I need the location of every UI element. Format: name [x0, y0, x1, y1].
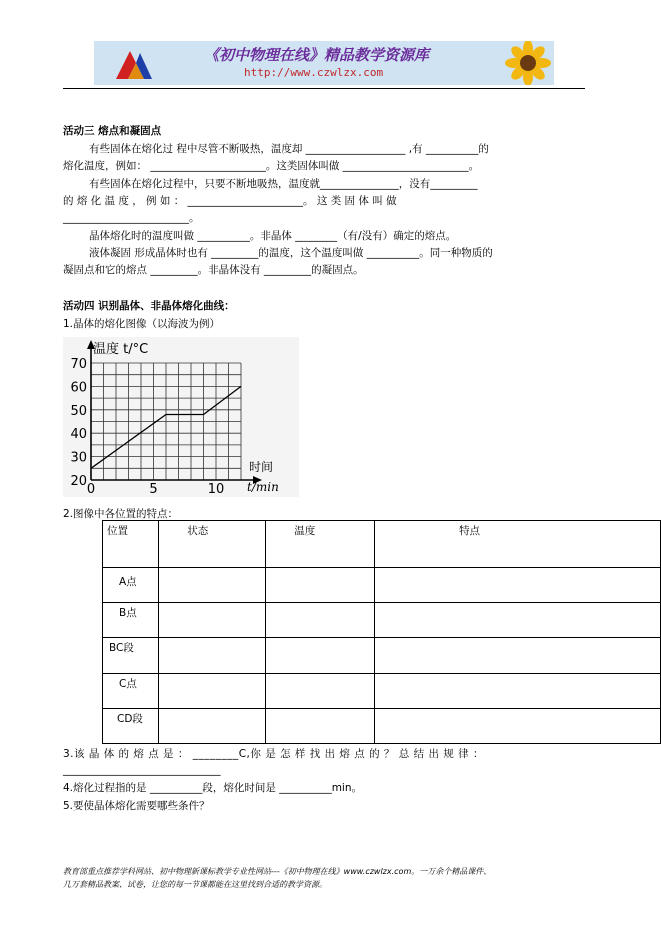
- banner-url[interactable]: http://www.czwlzx.com: [244, 66, 384, 79]
- logo-icon: [114, 47, 154, 81]
- banner-title: 《初中物理在线》精品教学资源库: [204, 46, 430, 64]
- question-3-blank[interactable]: ______________________________: [63, 764, 221, 776]
- footer-line: 教育部重点推荐学科网站、初中物理新课标教学专业性网站---《初中物理在线》www.czwlzx.com。一万余个精品课件、: [63, 867, 492, 876]
- activity3-heading: 活动三 熔点和凝固点: [63, 125, 162, 137]
- table-cell[interactable]: [266, 568, 375, 603]
- chart-x-label: t/min: [247, 480, 279, 494]
- table-header: 位置: [103, 521, 159, 568]
- activity4-heading: 活动四 识别晶体、非晶体熔化曲线：: [63, 300, 235, 312]
- y-tick-label: 40: [70, 427, 87, 443]
- y-tick-label: 70: [70, 357, 87, 372]
- table-cell-position: A点: [103, 568, 159, 603]
- table-cell[interactable]: [375, 674, 661, 709]
- activity3-line: 有些固体在熔化过程中，只要不断地吸热，温度就_______________，没有_________: [89, 178, 478, 190]
- table-cell-position: BC段: [103, 638, 159, 674]
- y-tick-label: 30: [70, 450, 87, 466]
- footer-line: 几万套精品教案、试卷，让您的每一节课都能在这里找到合适的教学资源。: [63, 880, 327, 889]
- table-cell[interactable]: [375, 568, 661, 603]
- table-header-row: [103, 521, 661, 568]
- table-cell-position: C点: [103, 674, 159, 709]
- activity3-line: 熔化温度，例如： ______________________。这类固体叫做 ________________________。: [63, 160, 480, 172]
- table-cell[interactable]: [375, 638, 661, 674]
- activity3-line: 的 熔 化 温 度 ， 例 如 ： ______________________。 这 类 固 体 叫 做: [63, 195, 397, 207]
- x-tick-label: 0: [86, 482, 96, 497]
- y-tick-label: 50: [70, 403, 87, 419]
- table-cell[interactable]: [266, 674, 375, 709]
- sunflower-icon: [502, 41, 554, 85]
- table-cell[interactable]: [159, 568, 266, 603]
- feature-table: [102, 520, 661, 744]
- table-row: [103, 638, 661, 674]
- question-5: 5.要使晶体熔化需要哪些条件？: [63, 800, 210, 812]
- activity3-line: ________________________。: [63, 212, 200, 224]
- table-cell[interactable]: [159, 674, 266, 709]
- table-cell[interactable]: [266, 603, 375, 638]
- table-cell[interactable]: [375, 709, 661, 744]
- y-tick-label: 20: [70, 474, 87, 489]
- table-cell[interactable]: [159, 603, 266, 638]
- question-3: 3.该 晶 体 的 熔 点 是 ： ________C,你 是 怎 样 找 出 熔 点 的 ？ 总 结 出 规 律 ：: [63, 748, 484, 760]
- table-cell[interactable]: [266, 638, 375, 674]
- x-tick-label: 5: [149, 482, 158, 497]
- activity3-line: 有些固体在熔化过 程中尽管不断吸热，温度却 ___________________ ,有 __________的: [89, 143, 489, 155]
- table-row: [103, 568, 661, 603]
- table-cell[interactable]: [159, 709, 266, 744]
- table-cell-position: CD段: [103, 709, 159, 744]
- table-cell[interactable]: [159, 638, 266, 674]
- x-tick-label: 10: [207, 482, 225, 497]
- y-tick-label: 60: [70, 380, 87, 396]
- melting-curve-chart: [63, 337, 299, 497]
- activity3-line: 液体凝固 形成晶体时也有 _________的温度，这个温度叫做 __________。同一种物质的: [89, 247, 493, 259]
- chart-y-label: 温度 t/°C: [93, 342, 149, 357]
- table-row: [103, 603, 661, 638]
- table-header: 温度: [266, 521, 375, 568]
- table-header: 状态: [159, 521, 266, 568]
- header-banner: [94, 41, 554, 85]
- question-2: 2.图像中各位置的特点：: [63, 508, 179, 520]
- chart-x-label-top: 时间: [249, 460, 274, 474]
- question-1: 1.晶体的熔化图像（以海波为例）: [63, 318, 221, 330]
- table-cell[interactable]: [266, 709, 375, 744]
- table-row: [103, 674, 661, 709]
- activity3-line: 晶体熔化时的温度叫做 __________。非晶体 ________（有/没有）确定的熔点。: [89, 230, 457, 242]
- table-cell-position: B点: [103, 603, 159, 638]
- table-header: 特点: [375, 521, 661, 568]
- table-row: [103, 709, 661, 744]
- question-4: 4.熔化过程指的是 __________段，熔化时间是 __________min。: [63, 782, 362, 794]
- activity3-line: 凝固点和它的熔点 _________。非晶体没有 _________的凝固点。: [63, 264, 364, 276]
- header-rule: [63, 88, 585, 89]
- table-cell[interactable]: [375, 603, 661, 638]
